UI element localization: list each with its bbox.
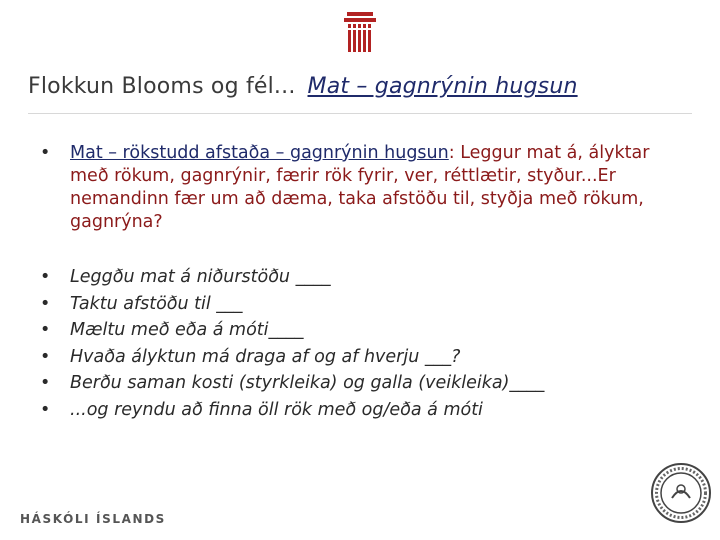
list-item: • Taktu afstöðu til ___ — [40, 291, 544, 318]
intro-description: : Leggur mat á, ályktar með rökum, gagnrýnir, færir rök fyrir, ver, réttlætir, styður...Er nemandinn fær um að dæma, taka afstöðu til, styðja með rökum, gagnrýna? — [70, 143, 650, 232]
bullet-icon: • — [40, 373, 51, 393]
slide-title-main: Flokkun Blooms og fél... — [28, 74, 296, 99]
intro-keyword: Mat – rökstudd afstaða – gagnrýnin hugsun — [70, 143, 449, 163]
list-item: • ...og reyndu að finna öll rök með og/eða á móti — [40, 397, 544, 424]
bullet-icon: • — [40, 293, 51, 314]
bullet-icon: • — [40, 346, 51, 367]
title-divider — [28, 113, 692, 114]
list-item: • Leggðu mat á niðurstöðu ____ — [40, 264, 544, 291]
slide-title — [28, 74, 578, 99]
task-list — [40, 264, 544, 423]
bullet-icon: • — [40, 399, 51, 420]
intro-paragraph — [40, 142, 690, 234]
university-seal-icon — [650, 462, 712, 524]
university-name: HÁSKÓLI ÍSLANDS — [20, 512, 166, 526]
bullet-icon: • — [40, 320, 51, 340]
slide-title-sub: Mat – gagnrýnin hugsun — [307, 74, 578, 99]
list-item: • Berðu saman kosti (styrkleika) og galla (veikleika)____ — [40, 370, 544, 397]
list-item: • Hvaða ályktun má draga af og af hverju ___? — [40, 344, 544, 371]
university-building-logo-icon — [342, 12, 378, 54]
bullet-icon: • — [40, 143, 51, 163]
bullet-icon: • — [40, 267, 51, 287]
list-item: • Mæltu með eða á móti____ — [40, 317, 544, 344]
